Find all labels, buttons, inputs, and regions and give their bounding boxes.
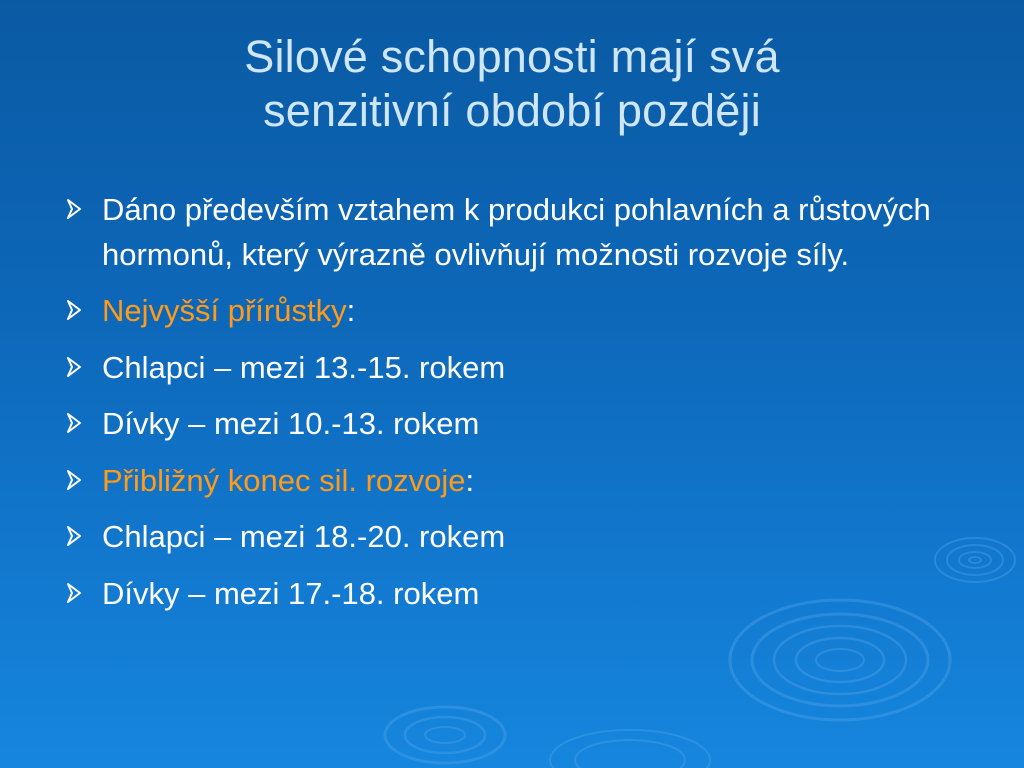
arrow-bullet-icon — [64, 411, 88, 435]
arrow-bullet-icon — [64, 581, 88, 605]
arrow-bullet-icon — [64, 524, 88, 548]
bullet-suffix: : — [346, 293, 356, 328]
title-line-2: senzitivní období později — [263, 85, 761, 136]
bullet-text: Chlapci – mezi 18.-20. rokem — [102, 519, 506, 554]
bullet-item — [64, 402, 964, 447]
bullet-text: Dáno především vztahem k produkci pohlavních a růstových hormonů, který výrazně ovlivňují možnosti rozvoje síly. — [102, 192, 931, 272]
bullet-item — [64, 572, 964, 617]
slide-title — [60, 30, 964, 138]
arrow-bullet-icon — [64, 468, 88, 492]
title-line-1: Silové schopnosti mají svá — [244, 31, 780, 82]
bullet-text: Chlapci – mezi 13.-15. rokem — [102, 349, 506, 385]
arrow-bullet-icon — [64, 197, 88, 221]
arrow-bullet-icon — [64, 355, 88, 379]
bullet-highlight: Nejvyšší přírůstky — [102, 293, 347, 328]
bullet-item — [64, 188, 964, 277]
bullet-highlight: Přibližný konec sil. rozvoje — [102, 462, 466, 498]
bullet-text: Dívky – mezi 17.-18. rokem — [102, 575, 480, 611]
bullet-text: Dívky – mezi 10.-13. rokem — [102, 406, 480, 441]
bullet-list — [64, 188, 964, 628]
bullet-item — [64, 515, 964, 560]
bullet-item — [64, 346, 964, 391]
bullet-item — [64, 459, 964, 504]
bullet-suffix: : — [465, 462, 475, 498]
bullet-item — [64, 289, 964, 334]
arrow-bullet-icon — [64, 298, 88, 322]
